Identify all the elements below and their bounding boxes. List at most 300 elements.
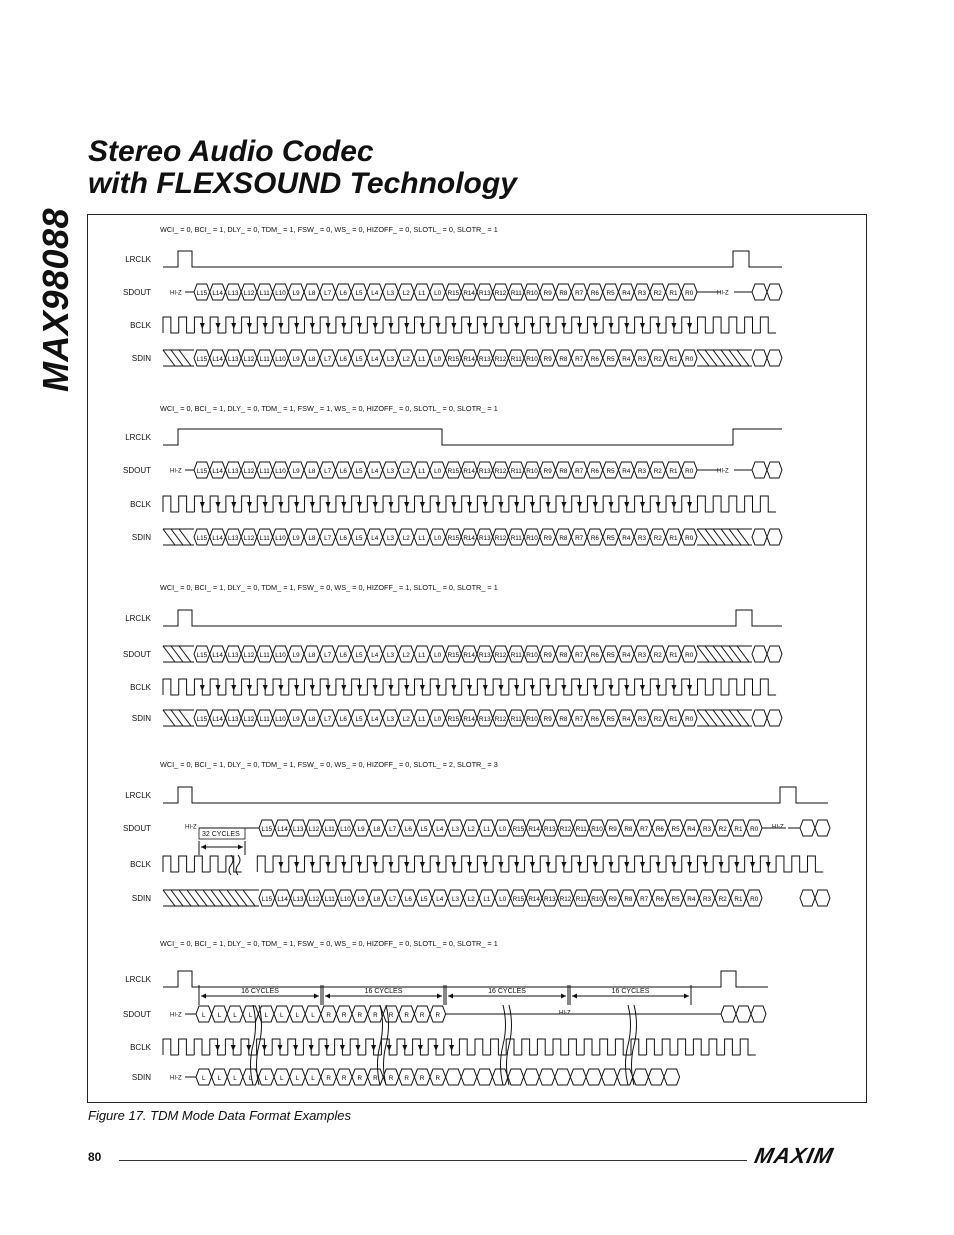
bus-bit-label: L15 <box>196 716 208 723</box>
bus-bit-label: L10 <box>275 290 286 297</box>
bclk-sample-arrow <box>640 502 645 508</box>
bus-bit-label: R0 <box>685 356 694 363</box>
bus-bit-label: R0 <box>750 896 759 903</box>
bus-bit-label: L <box>233 1012 237 1019</box>
bus-bit-label: R15 <box>447 356 460 363</box>
bclk-sample-arrow <box>656 685 661 691</box>
bclk-sample-arrow <box>546 685 551 691</box>
panel-1-sdin-next <box>752 350 782 366</box>
bclk-sample-arrow <box>514 862 519 868</box>
panel-5-sdout-bus <box>196 1006 446 1022</box>
lrclk-label: LRCLK <box>125 255 151 264</box>
panel-1-lrclk <box>163 251 782 267</box>
bclk-sample-arrow <box>418 1045 423 1051</box>
sdin-label: SDIN <box>131 533 151 542</box>
bus-bit-label: L <box>233 1075 237 1082</box>
bclk-sample-arrow <box>436 685 441 691</box>
bclk-sample-arrow <box>357 323 362 329</box>
bus-bit-label: R2 <box>718 826 727 833</box>
panel-4-sdout-next <box>800 820 830 836</box>
bus-bit-label: R2 <box>653 290 662 297</box>
panel-2-sdin-bus <box>194 529 697 545</box>
bus-bit-label: R9 <box>543 468 552 475</box>
bus-cell <box>767 710 782 726</box>
bus-bit-label: L <box>248 1012 253 1019</box>
bus-bit-label: L <box>202 1012 206 1019</box>
bclk-sample-arrow <box>640 323 645 329</box>
bus-bit-label: L15 <box>196 652 208 659</box>
bclk-sample-arrow <box>294 323 299 329</box>
bclk-sample-arrow <box>309 1045 314 1051</box>
bus-bit-label: R1 <box>669 535 678 542</box>
bus-bit-label: R7 <box>640 826 649 833</box>
bus-bit-label: L0 <box>434 535 442 542</box>
bclk-sample-arrow <box>216 502 221 508</box>
bclk-sample-arrow <box>640 862 645 868</box>
panel-4-cycles-label: 32 CYCLES <box>202 831 240 838</box>
bclk-sample-arrow <box>451 502 456 508</box>
bus-bit-label: L0 <box>434 356 442 363</box>
bclk-sample-arrow <box>263 323 268 329</box>
bus-bit-label: R14 <box>463 290 475 297</box>
lrclk-label: LRCLK <box>125 791 151 800</box>
bus-bit-label: L9 <box>292 652 300 659</box>
bclk-sample-arrow <box>656 323 661 329</box>
bus-bit-label: L <box>311 1012 315 1019</box>
bus-bit-label: R14 <box>463 716 475 723</box>
bus-bit-label: L5 <box>355 716 363 723</box>
bus-bit-label: R <box>388 1012 394 1019</box>
bus-bit-label: R7 <box>575 468 584 475</box>
bus-bit-label: L6 <box>339 356 347 363</box>
bus-bit-label: R <box>419 1012 425 1019</box>
bus-cell <box>752 462 767 478</box>
bclk-sample-arrow <box>609 502 614 508</box>
bus-cell <box>508 1069 524 1085</box>
bclk-sample-arrow <box>577 685 582 691</box>
bclk-sample-arrow <box>546 862 551 868</box>
bus-bit-label: R9 <box>543 716 552 723</box>
sdout-label: SDOUT <box>123 1010 151 1019</box>
bclk-sample-arrow <box>404 323 409 329</box>
bus-bit-label: R13 <box>479 290 491 297</box>
bclk-sample-arrow <box>388 685 393 691</box>
bus-bit-label: L6 <box>339 652 347 659</box>
bus-bit-label: L5 <box>355 356 363 363</box>
bus-cell <box>767 646 782 662</box>
bclk-sample-arrow <box>387 1045 392 1051</box>
bus-bit-label: L15 <box>196 468 208 475</box>
sdin-label: SDIN <box>131 894 151 903</box>
bus-bit-label: R3 <box>637 652 647 659</box>
bclk-sample-arrow <box>278 323 283 329</box>
page-number: 80 <box>88 1150 102 1164</box>
bclk-sample-arrow <box>278 1045 283 1051</box>
bus-bit-label: L <box>217 1075 222 1082</box>
bclk-sample-arrow <box>420 323 425 329</box>
bus-bit-label: R0 <box>685 290 694 297</box>
bus-bit-label: R9 <box>543 356 552 363</box>
bus-bit-label: L10 <box>340 896 351 903</box>
panel-2-config: WCI_ = 0, BCI_ = 1, DLY_ = 0, TDM_ = 1, FSW_ = 1, WS_ = 0, HIZOFF_ = 0, SLOTL_ = 0, SLOTR_ = 1 <box>160 404 498 413</box>
bus-bit-label: L10 <box>275 468 286 475</box>
bus-bit-label: L11 <box>324 896 335 903</box>
bus-bit-label: L8 <box>308 290 316 297</box>
bus-bit-label: R2 <box>653 535 662 542</box>
bus-bit-label: L10 <box>340 826 351 833</box>
bus-bit-label: R3 <box>702 896 712 903</box>
bclk-sample-arrow <box>467 323 472 329</box>
bclk-sample-arrow <box>687 685 692 691</box>
bus-bit-label: R1 <box>669 652 678 659</box>
bus-bit-label: L13 <box>228 356 239 363</box>
bus-bit-label: R11 <box>510 652 522 659</box>
bclk-sample-arrow <box>530 502 535 508</box>
bus-bit-label: R10 <box>526 716 538 723</box>
bus-bit-label: L11 <box>259 356 270 363</box>
bus-bit-label: L8 <box>308 468 316 475</box>
bus-bit-label: R1 <box>669 468 678 475</box>
bclk-sample-arrow <box>388 502 393 508</box>
panel-4-bclk <box>163 856 823 872</box>
bclk-sample-arrow <box>263 502 268 508</box>
bus-bit-label: L5 <box>355 652 363 659</box>
bus-bit-label: R8 <box>559 652 568 659</box>
bus-bit-label: L7 <box>389 826 397 833</box>
bus-bit-label: L <box>248 1075 253 1082</box>
bclk-sample-arrow <box>278 502 283 508</box>
panel-5-cycles-arrow-right <box>314 994 319 999</box>
bus-cell <box>633 1069 649 1085</box>
bclk-sample-arrow <box>671 323 676 329</box>
bclk-sample-arrow <box>671 685 676 691</box>
bclk-sample-arrow <box>310 323 315 329</box>
bclk-sample-arrow <box>577 502 582 508</box>
bus-bit-label: L0 <box>434 652 442 659</box>
bus-bit-label: L2 <box>402 290 410 297</box>
bclk-sample-arrow <box>326 685 331 691</box>
bus-cell <box>800 820 815 836</box>
bus-bit-label: R <box>326 1075 331 1082</box>
bclk-sample-arrow <box>278 685 283 691</box>
bus-bit-label: L2 <box>402 652 410 659</box>
panel-1-bclk <box>163 317 776 333</box>
bus-bit-label: L <box>311 1075 315 1082</box>
bus-bit-label: R5 <box>606 356 615 363</box>
bclk-sample-arrow <box>326 862 331 868</box>
bus-bit-label: L8 <box>308 535 316 542</box>
bus-bit-label: L13 <box>228 716 239 723</box>
bus-bit-label: L15 <box>196 356 208 363</box>
bclk-sample-arrow <box>687 323 692 329</box>
bus-bit-label: L13 <box>228 652 239 659</box>
bclk-sample-arrow <box>436 862 441 868</box>
bus-bit-label: R14 <box>463 652 475 659</box>
bclk-sample-arrow <box>388 862 393 868</box>
bus-bit-label: R <box>357 1075 363 1082</box>
bus-cell <box>446 1069 462 1085</box>
bus-bit-label: L9 <box>292 716 300 723</box>
bclk-sample-arrow <box>341 685 346 691</box>
bus-bit-label: L14 <box>212 716 223 723</box>
bus-bit-label: L1 <box>418 356 426 363</box>
bus-cell <box>752 284 767 300</box>
bus-bit-label: R1 <box>669 716 678 723</box>
bus-bit-label: R5 <box>671 826 680 833</box>
bclk-sample-arrow <box>294 685 299 691</box>
bclk-sample-arrow <box>593 323 598 329</box>
bus-bit-label: L14 <box>212 356 223 363</box>
bus-bit-label: R2 <box>653 468 662 475</box>
bus-bit-label: L3 <box>386 716 395 723</box>
panel-1-sdin-dontcare-2 <box>697 350 752 366</box>
bus-bit-label: L13 <box>228 290 239 297</box>
bclk-waveform <box>163 856 823 872</box>
bus-bit-label: L7 <box>324 535 332 542</box>
bus-bit-label: R5 <box>606 652 615 659</box>
bus-bit-label: L1 <box>418 716 426 723</box>
bus-bit-label: L12 <box>243 290 255 297</box>
bus-bit-label: R4 <box>622 290 631 297</box>
bclk-sample-arrow <box>671 502 676 508</box>
bclk-sample-arrow <box>247 323 252 329</box>
bus-cell <box>751 1006 766 1022</box>
bclk-sample-arrow <box>310 685 315 691</box>
bclk-sample-arrow <box>467 862 472 868</box>
bus-bit-label: R1 <box>669 290 678 297</box>
panel-5-cycles-arrow-left <box>325 994 330 999</box>
bclk-sample-arrow <box>451 323 456 329</box>
bclk-sample-arrow <box>467 685 472 691</box>
bclk-sample-arrow <box>357 862 362 868</box>
bus-bit-label: L9 <box>357 826 365 833</box>
bus-bit-label: L4 <box>371 652 379 659</box>
bclk-sample-arrow <box>357 685 362 691</box>
bus-bit-label: L14 <box>277 826 288 833</box>
bus-bit-label: R12 <box>494 652 507 659</box>
bus-bit-label: L4 <box>436 896 444 903</box>
bclk-sample-arrow <box>766 862 771 868</box>
bus-bit-label: L13 <box>228 468 239 475</box>
bus-bit-label: L12 <box>308 826 320 833</box>
bus-bit-label: L1 <box>483 896 491 903</box>
bus-bit-label: L12 <box>243 535 255 542</box>
bclk-sample-arrow <box>434 1045 439 1051</box>
sdin-label: SDIN <box>131 354 151 363</box>
bus-bit-label: R4 <box>622 716 631 723</box>
bclk-sample-arrow <box>483 685 488 691</box>
bclk-sample-arrow <box>577 323 582 329</box>
bus-bit-label: L14 <box>277 896 288 903</box>
bclk-sample-arrow <box>561 502 566 508</box>
bus-bit-label: R4 <box>622 535 631 542</box>
panel-1-sdout-bus <box>194 284 697 300</box>
bclk-sample-arrow <box>324 1045 329 1051</box>
bus-bit-label: L3 <box>386 535 395 542</box>
timing-diagram-figure <box>87 214 867 1103</box>
bus-bit-label: R8 <box>559 356 568 363</box>
bus-cell <box>767 350 782 366</box>
bus-bit-label: R10 <box>526 356 538 363</box>
bus-bit-label: L3 <box>386 468 395 475</box>
panel-5-cycles-label-3: 16 CYCLES <box>488 988 526 995</box>
bus-bit-label: L4 <box>371 535 379 542</box>
bus-bit-label: R6 <box>655 896 664 903</box>
bus-bit-label: L6 <box>339 535 347 542</box>
bclk-sample-arrow <box>671 862 676 868</box>
panel-2-sdout-hiz: HI-Z <box>170 468 182 475</box>
bclk-sample-arrow <box>498 862 503 868</box>
bus-bit-label: L11 <box>259 290 270 297</box>
bus-bit-label: R <box>435 1012 441 1019</box>
bus-bit-label: L7 <box>324 290 332 297</box>
bclk-sample-arrow <box>483 323 488 329</box>
bclk-sample-arrow <box>514 685 519 691</box>
bus-bit-label: R <box>404 1075 409 1082</box>
bus-bit-label: R3 <box>637 535 647 542</box>
bus-cell <box>617 1069 633 1085</box>
bus-bit-label: R2 <box>653 716 662 723</box>
bus-bit-label: L3 <box>451 826 460 833</box>
bclk-sample-arrow <box>467 502 472 508</box>
bus-bit-label: R11 <box>510 356 522 363</box>
bclk-sample-arrow <box>514 502 519 508</box>
bclk-sample-arrow <box>356 1045 361 1051</box>
footer-rule <box>119 1160 747 1161</box>
bus-bit-label: R8 <box>624 826 633 833</box>
panel-5-sdin-dontcare-cells <box>446 1069 680 1085</box>
bus-bit-label: R15 <box>447 535 460 542</box>
bus-bit-label: R3 <box>637 716 647 723</box>
bus-bit-label: R8 <box>624 896 633 903</box>
bclk-sample-arrow <box>734 862 739 868</box>
bus-bit-label: L8 <box>308 356 316 363</box>
bus-bit-label: L7 <box>389 896 397 903</box>
bus-bit-label: R13 <box>479 535 491 542</box>
bus-bit-label: R <box>341 1012 347 1019</box>
panel-3-sdin-dontcare-2 <box>697 710 752 726</box>
bus-bit-label: R15 <box>447 652 460 659</box>
panel-3-sdin-dontcare <box>163 710 194 726</box>
maxim-logo: MAXIM <box>752 1143 837 1168</box>
bclk-sample-arrow <box>341 323 346 329</box>
bclk-sample-arrow <box>231 685 236 691</box>
sdout-label: SDOUT <box>123 288 151 297</box>
bclk-sample-arrow <box>263 685 268 691</box>
bclk-label: BCLK <box>130 683 151 692</box>
bclk-sample-arrow <box>420 685 425 691</box>
panel-5-sdout-hiz-2: HI-Z <box>559 1010 571 1017</box>
bus-bit-label: L <box>295 1075 300 1082</box>
bclk-sample-arrow <box>310 862 315 868</box>
bus-bit-label: L6 <box>339 290 347 297</box>
bclk-sample-arrow <box>561 685 566 691</box>
bus-bit-label: R13 <box>479 652 491 659</box>
bus-bit-label: R12 <box>494 468 507 475</box>
bus-bit-label: L <box>295 1012 300 1019</box>
bus-bit-label: L15 <box>196 290 208 297</box>
bus-bit-label: R13 <box>479 716 491 723</box>
panel-4-sdin-next <box>800 890 830 906</box>
bus-bit-label: L5 <box>355 468 363 475</box>
bclk-sample-arrow <box>404 862 409 868</box>
bus-bit-label: L1 <box>418 468 426 475</box>
bclk-sample-arrow <box>310 502 315 508</box>
panel-5-cycles-label-4: 16 CYCLES <box>611 988 650 995</box>
bus-bit-label: L7 <box>324 716 332 723</box>
bus-bit-label: R4 <box>687 826 696 833</box>
bus-bit-label: L3 <box>386 290 395 297</box>
bus-bit-label: L12 <box>243 716 255 723</box>
bclk-sample-arrow <box>449 1045 454 1051</box>
bclk-sample-arrow <box>593 862 598 868</box>
bus-bit-label: R6 <box>590 356 599 363</box>
bclk-sample-arrow <box>420 862 425 868</box>
bus-bit-label: R11 <box>510 716 522 723</box>
bclk-sample-arrow <box>231 323 236 329</box>
bus-bit-label: R11 <box>510 535 522 542</box>
bus-bit-label: L0 <box>434 716 442 723</box>
panel-5-cycles-label-2: 16 CYCLES <box>364 988 403 995</box>
sdout-label: SDOUT <box>123 650 151 659</box>
bus-cell <box>477 1069 493 1085</box>
bus-bit-label: L0 <box>499 826 507 833</box>
bus-bit-label: L <box>264 1075 268 1082</box>
bus-bit-label: L12 <box>308 896 320 903</box>
bus-bit-label: L11 <box>259 535 270 542</box>
bus-bit-label: L0 <box>434 290 442 297</box>
bus-bit-label: L12 <box>243 652 255 659</box>
bus-bit-label: R5 <box>671 896 680 903</box>
bus-bit-label: R <box>326 1012 331 1019</box>
bus-bit-label: L4 <box>371 716 379 723</box>
bclk-sample-arrow <box>247 685 252 691</box>
lrclk-label: LRCLK <box>125 614 151 623</box>
bclk-sample-arrow <box>530 862 535 868</box>
panel-4-lrclk <box>163 787 828 803</box>
bus-bit-label: R <box>373 1012 378 1019</box>
bus-bit-label: R0 <box>685 535 694 542</box>
bclk-sample-arrow <box>231 1045 236 1051</box>
bclk-sample-arrow <box>656 862 661 868</box>
bus-cell <box>664 1069 680 1085</box>
panel-1-sdin-bus <box>194 350 697 366</box>
bus-bit-label: R10 <box>526 535 538 542</box>
bus-bit-label: L2 <box>402 356 410 363</box>
bus-bit-label: L7 <box>324 468 332 475</box>
panel-5-sdout-next <box>721 1006 766 1022</box>
bus-bit-label: R14 <box>463 356 475 363</box>
bus-bit-label: L14 <box>212 290 223 297</box>
bus-bit-label: L7 <box>324 652 332 659</box>
bclk-sample-arrow <box>200 323 205 329</box>
bus-bit-label: R6 <box>590 652 599 659</box>
panel-4-sdin-bus <box>259 890 762 906</box>
bus-bit-label: R15 <box>512 826 525 833</box>
bus-bit-label: L9 <box>292 290 300 297</box>
bclk-sample-arrow <box>402 1045 407 1051</box>
bus-cell <box>586 1069 602 1085</box>
bus-bit-label: R10 <box>526 468 538 475</box>
bus-bit-label: L13 <box>228 535 239 542</box>
bus-bit-label: L7 <box>324 356 332 363</box>
bclk-sample-arrow <box>593 685 598 691</box>
bus-cell <box>524 1069 540 1085</box>
bclk-sample-arrow <box>294 502 299 508</box>
panel-5-cycles-arrow-left <box>201 994 206 999</box>
bus-cell <box>492 1069 508 1085</box>
bclk-sample-arrow <box>373 502 378 508</box>
